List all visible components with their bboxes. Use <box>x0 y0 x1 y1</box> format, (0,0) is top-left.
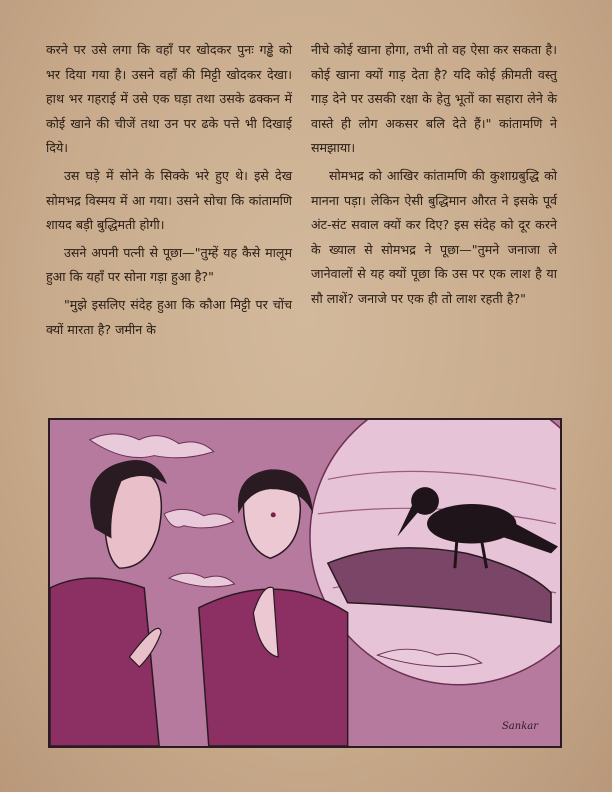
paragraph: सोमभद्र को आखिर कांतामणि की कुशाग्रबुद्धि को मानना पड़ा। लेकिन ऐसी बुद्धिमान औरत ने इसके पूर्व अंट-संट सवाल क्यों कर दिए? इस संदेह को दूर करने के ख्याल से सोमभद्र ने पूछा—"तुमने जनाजा ले जानेवालों से यह क्यों पूछा कि उस पर एक लाश है या सौ लाशें? जनाजे पर एक ही तो लाश रहती है?" <box>311 167 557 306</box>
artist-signature: Sankar <box>501 721 538 732</box>
paragraph: करने पर उसे लगा कि वहाँ पर खोदकर पुनः गड्ढे को भर दिया गया है। उसने वहाँ की मिट्टी खोदकर देखा। हाथ भर गहराई में उसे एक घड़ा तथा उसके ढक्कन में कोई खाने की चीजें तथा उन पर ढके पत्ते भी दिखाई दिये। <box>46 42 292 156</box>
text-column-left <box>46 38 292 342</box>
story-illustration <box>48 418 562 748</box>
paragraph: "मुझे इसलिए संदेह हुआ कि कौआ मिट्टी पर चोंच क्यों मारता है? जमीन के <box>46 296 292 337</box>
paragraph: उसने अपनी पत्नी से पूछा—"तुम्हें यह कैसे मालूम हुआ कि यहाँ पर सोना गड़ा हुआ है?" <box>46 244 292 285</box>
text-column-right <box>311 38 557 312</box>
illustration-art <box>50 420 560 746</box>
paragraph: उस घड़े में सोने के सिक्के भरे हुए थे। इसे देख सोमभद्र विस्मय में आ गया। उसने सोचा कि कांतामणि शायद बड़ी बुद्धिमती होगी। <box>46 167 292 233</box>
paragraph: नीचे कोई खाना होगा, तभी तो वह ऐसा कर सकता है। कोई खाना क्यों गाड़ देता है? यदि कोई क़ीमती वस्तु गाड़ देने पर उसकी रक्षा के हेतु भूतों का सहारा लेने के वास्ते ही लोग अकसर बलि देते हैं।" कांतामणि ने समझाया। <box>311 42 557 156</box>
